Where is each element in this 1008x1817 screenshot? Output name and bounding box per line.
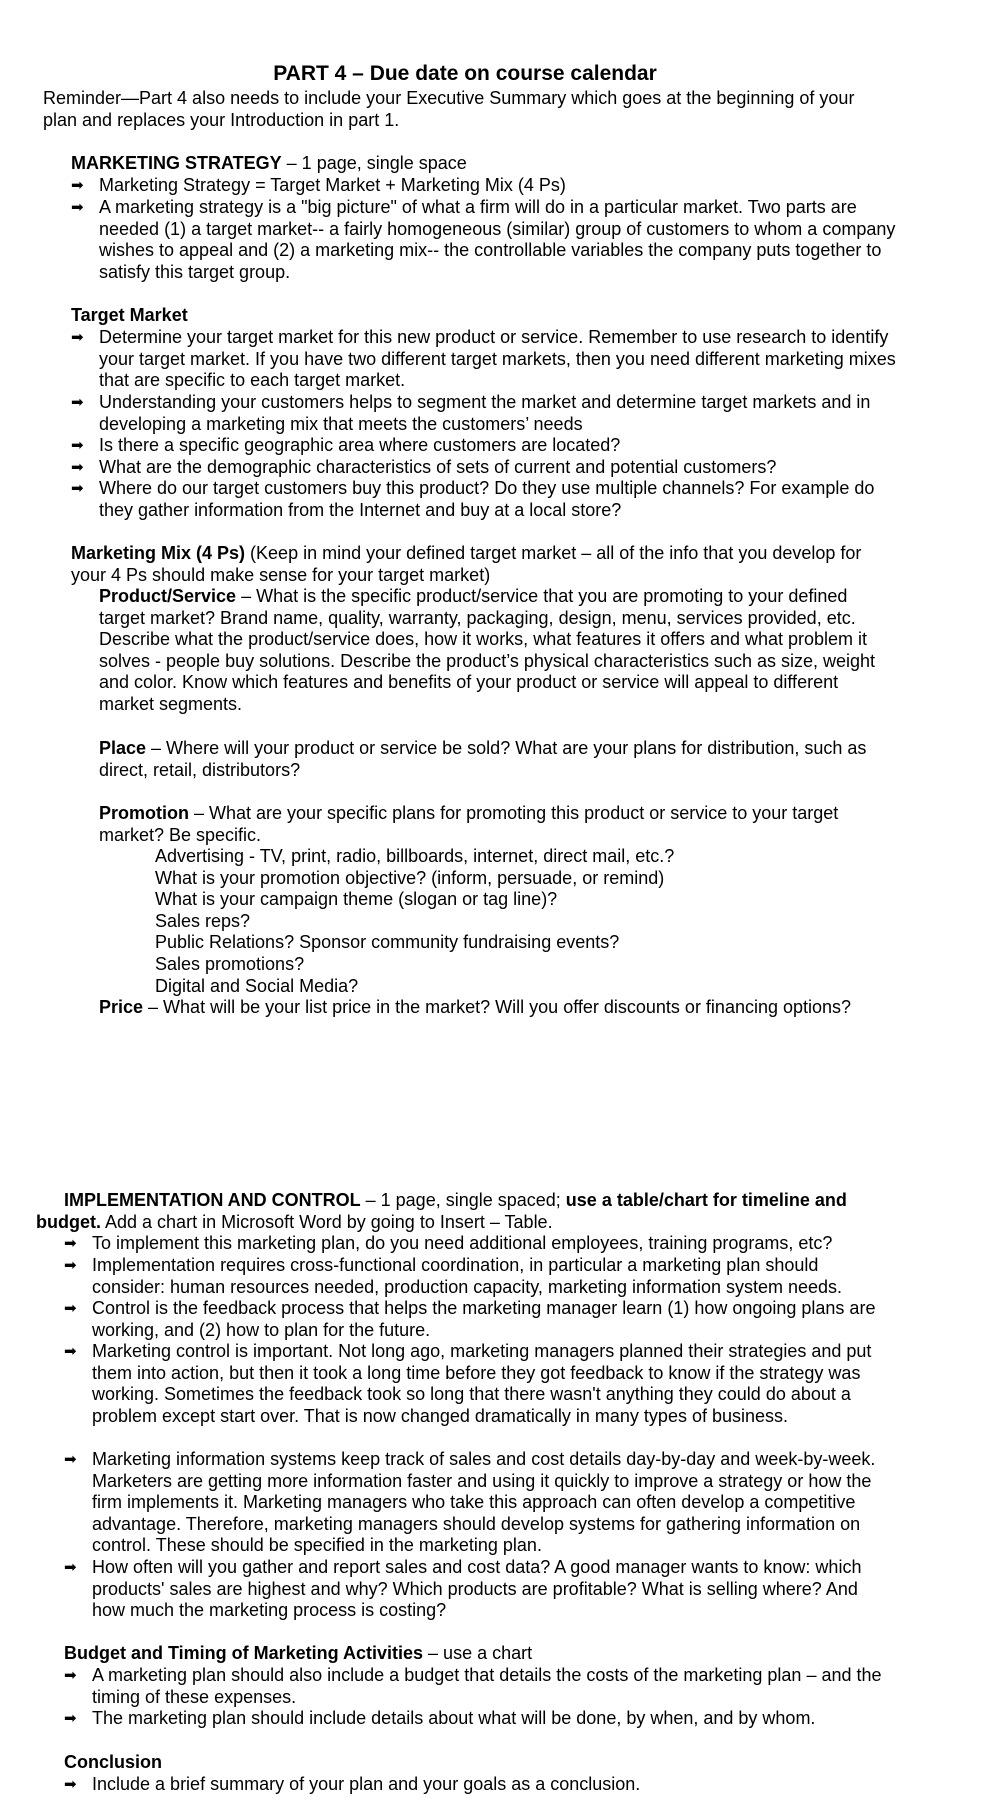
promotion-item: Sales reps? <box>155 911 251 931</box>
promotion-item: What is your promotion objective? (inform, persuade, or remind) <box>155 868 665 888</box>
list-item: ➡ A marketing strategy is a "big picture" of what a firm will do in a particular market. Two parts are needed (1) a target market-- a fairly homogeneous (similar) group of customers to whom a company wishes to appeal and (2) a marketing mix-- the controllable variables the company puts together to satisfy this target group. <box>71 197 896 282</box>
reminder-text: Reminder—Part 4 also needs to include your Executive Summary which goes at the beginning of your plan and replaces your Introduction in part 1. <box>43 88 855 130</box>
list-item: ➡ Understanding your customers helps to segment the market and determine target markets and in developing a marketing mix that meets the customers’ needs <box>71 392 871 434</box>
list-item: ➡ Control is the feedback process that helps the marketing manager learn (1) how ongoing plans are working, and (2) how to plan for the future. <box>64 1298 876 1340</box>
implementation-heading: IMPLEMENTATION AND CONTROL – 1 page, single spaced; use a table/chart for timeline and budget. Add a chart in Microsoft Word by going to Insert – Table. <box>36 1190 847 1232</box>
arrow-bullet-icon: ➡ <box>71 177 84 194</box>
list-item: ➡ The marketing plan should include details about what will be done, by when, and by whom. <box>64 1708 816 1728</box>
marketing-strategy-heading: MARKETING STRATEGY – 1 page, single space <box>71 153 467 173</box>
arrow-bullet-icon: ➡ <box>64 1451 77 1468</box>
arrow-bullet-icon: ➡ <box>64 1710 77 1727</box>
budget-heading: Budget and Timing of Marketing Activities – use a chart <box>64 1643 533 1663</box>
arrow-bullet-icon: ➡ <box>71 329 84 346</box>
arrow-bullet-icon: ➡ <box>64 1559 77 1576</box>
list-item: ➡ Is there a specific geographic area where customers are located? <box>71 435 621 455</box>
arrow-bullet-icon: ➡ <box>64 1776 77 1793</box>
price-paragraph: Price – What will be your list price in the market? Will you offer discounts or financing options? <box>99 997 852 1017</box>
list-item: ➡ Include a brief summary of your plan and your goals as a conclusion. <box>64 1774 641 1794</box>
list-item: ➡ Where do our target customers buy this product? Do they use multiple channels? For example do they gather information from the Internet and buy at a local store? <box>71 478 875 520</box>
conclusion-heading: Conclusion <box>64 1752 162 1772</box>
arrow-bullet-icon: ➡ <box>71 394 84 411</box>
list-item: ➡ How often will you gather and report sales and cost data? A good manager wants to know: which products' sales are highest and why? Which products are profitable? What is selling where? And how much the marketing process is costing? <box>64 1557 862 1621</box>
promotion-item: Public Relations? Sponsor community fundraising events? <box>155 932 620 952</box>
promotion-item: Digital and Social Media? <box>155 976 359 996</box>
promotion-item: What is your campaign theme (slogan or tag line)? <box>155 889 558 909</box>
arrow-bullet-icon: ➡ <box>64 1300 77 1317</box>
place-paragraph: Place – Where will your product or service be sold? What are your plans for distribution, such as direct, retail, distributors? <box>99 738 867 780</box>
promotion-item: Advertising - TV, print, radio, billboards, internet, direct mail, etc.? <box>155 846 675 866</box>
list-item: ➡ Marketing control is important. Not long ago, marketing managers planned their strategies and put them into action, but then it took a long time before they got feedback to know if the strategy was working. Sometimes the feedback took so long that there wasn't anything they could do about a problem except start over. That is now changed dramatically in many types of business. <box>64 1341 872 1426</box>
promotion-paragraph: Promotion – What are your specific plans for promoting this product or service to your target market? Be specific. <box>99 803 839 845</box>
target-market-heading: Target Market <box>71 305 188 325</box>
page-title: PART 4 – Due date on course calendar <box>273 62 657 85</box>
arrow-bullet-icon: ➡ <box>64 1257 77 1274</box>
arrow-bullet-icon: ➡ <box>71 437 84 454</box>
marketing-mix-heading: Marketing Mix (4 Ps) (Keep in mind your defined target market – all of the info that you develop for your 4 Ps should make sense for your target market) <box>71 543 862 585</box>
arrow-bullet-icon: ➡ <box>71 199 84 216</box>
list-item: ➡ Implementation requires cross-functional coordination, in particular a marketing plan should consider: human resources needed, production capacity, marketing information system needs. <box>64 1255 843 1297</box>
list-item: ➡ To implement this marketing plan, do you need additional employees, training programs, etc? <box>64 1233 833 1253</box>
list-item: ➡ What are the demographic characteristics of sets of current and potential customers? <box>71 457 777 477</box>
promotion-item: Sales promotions? <box>155 954 305 974</box>
arrow-bullet-icon: ➡ <box>71 480 84 497</box>
arrow-bullet-icon: ➡ <box>64 1235 77 1252</box>
list-item: ➡ Marketing information systems keep track of sales and cost details day-by-day and week-by-week. Marketers are getting more information faster and using it quickly to improve a strategy or how the firm implements it. Marketing managers who take this approach can often develop a competitive advantage. Therefore, marketing managers should develop systems for gathering information on control. These should be specified in the marketing plan. <box>64 1449 876 1556</box>
product-service-paragraph: Product/Service – What is the specific product/service that you are promoting to your defined target market? Brand name, quality, warranty, packaging, design, menu, services provided, etc. Describe what the product/service does, how it works, what features it offers and what problem it solves - people buy solutions. Describe the product’s physical characteristics such as size, weight and color. Know which features and benefits of your product or service will appeal to different market segments. <box>99 586 876 714</box>
arrow-bullet-icon: ➡ <box>71 459 84 476</box>
list-item: ➡ Marketing Strategy = Target Market + Marketing Mix (4 Ps) <box>71 175 566 195</box>
arrow-bullet-icon: ➡ <box>64 1667 77 1684</box>
arrow-bullet-icon: ➡ <box>64 1343 77 1360</box>
list-item: ➡ Determine your target market for this new product or service. Remember to use research to identify your target market. If you have two different target markets, then you need different marketing mixes that are specific to each target market. <box>71 327 896 391</box>
list-item: ➡ A marketing plan should also include a budget that details the costs of the marketing plan – and the timing of these expenses. <box>64 1665 882 1707</box>
